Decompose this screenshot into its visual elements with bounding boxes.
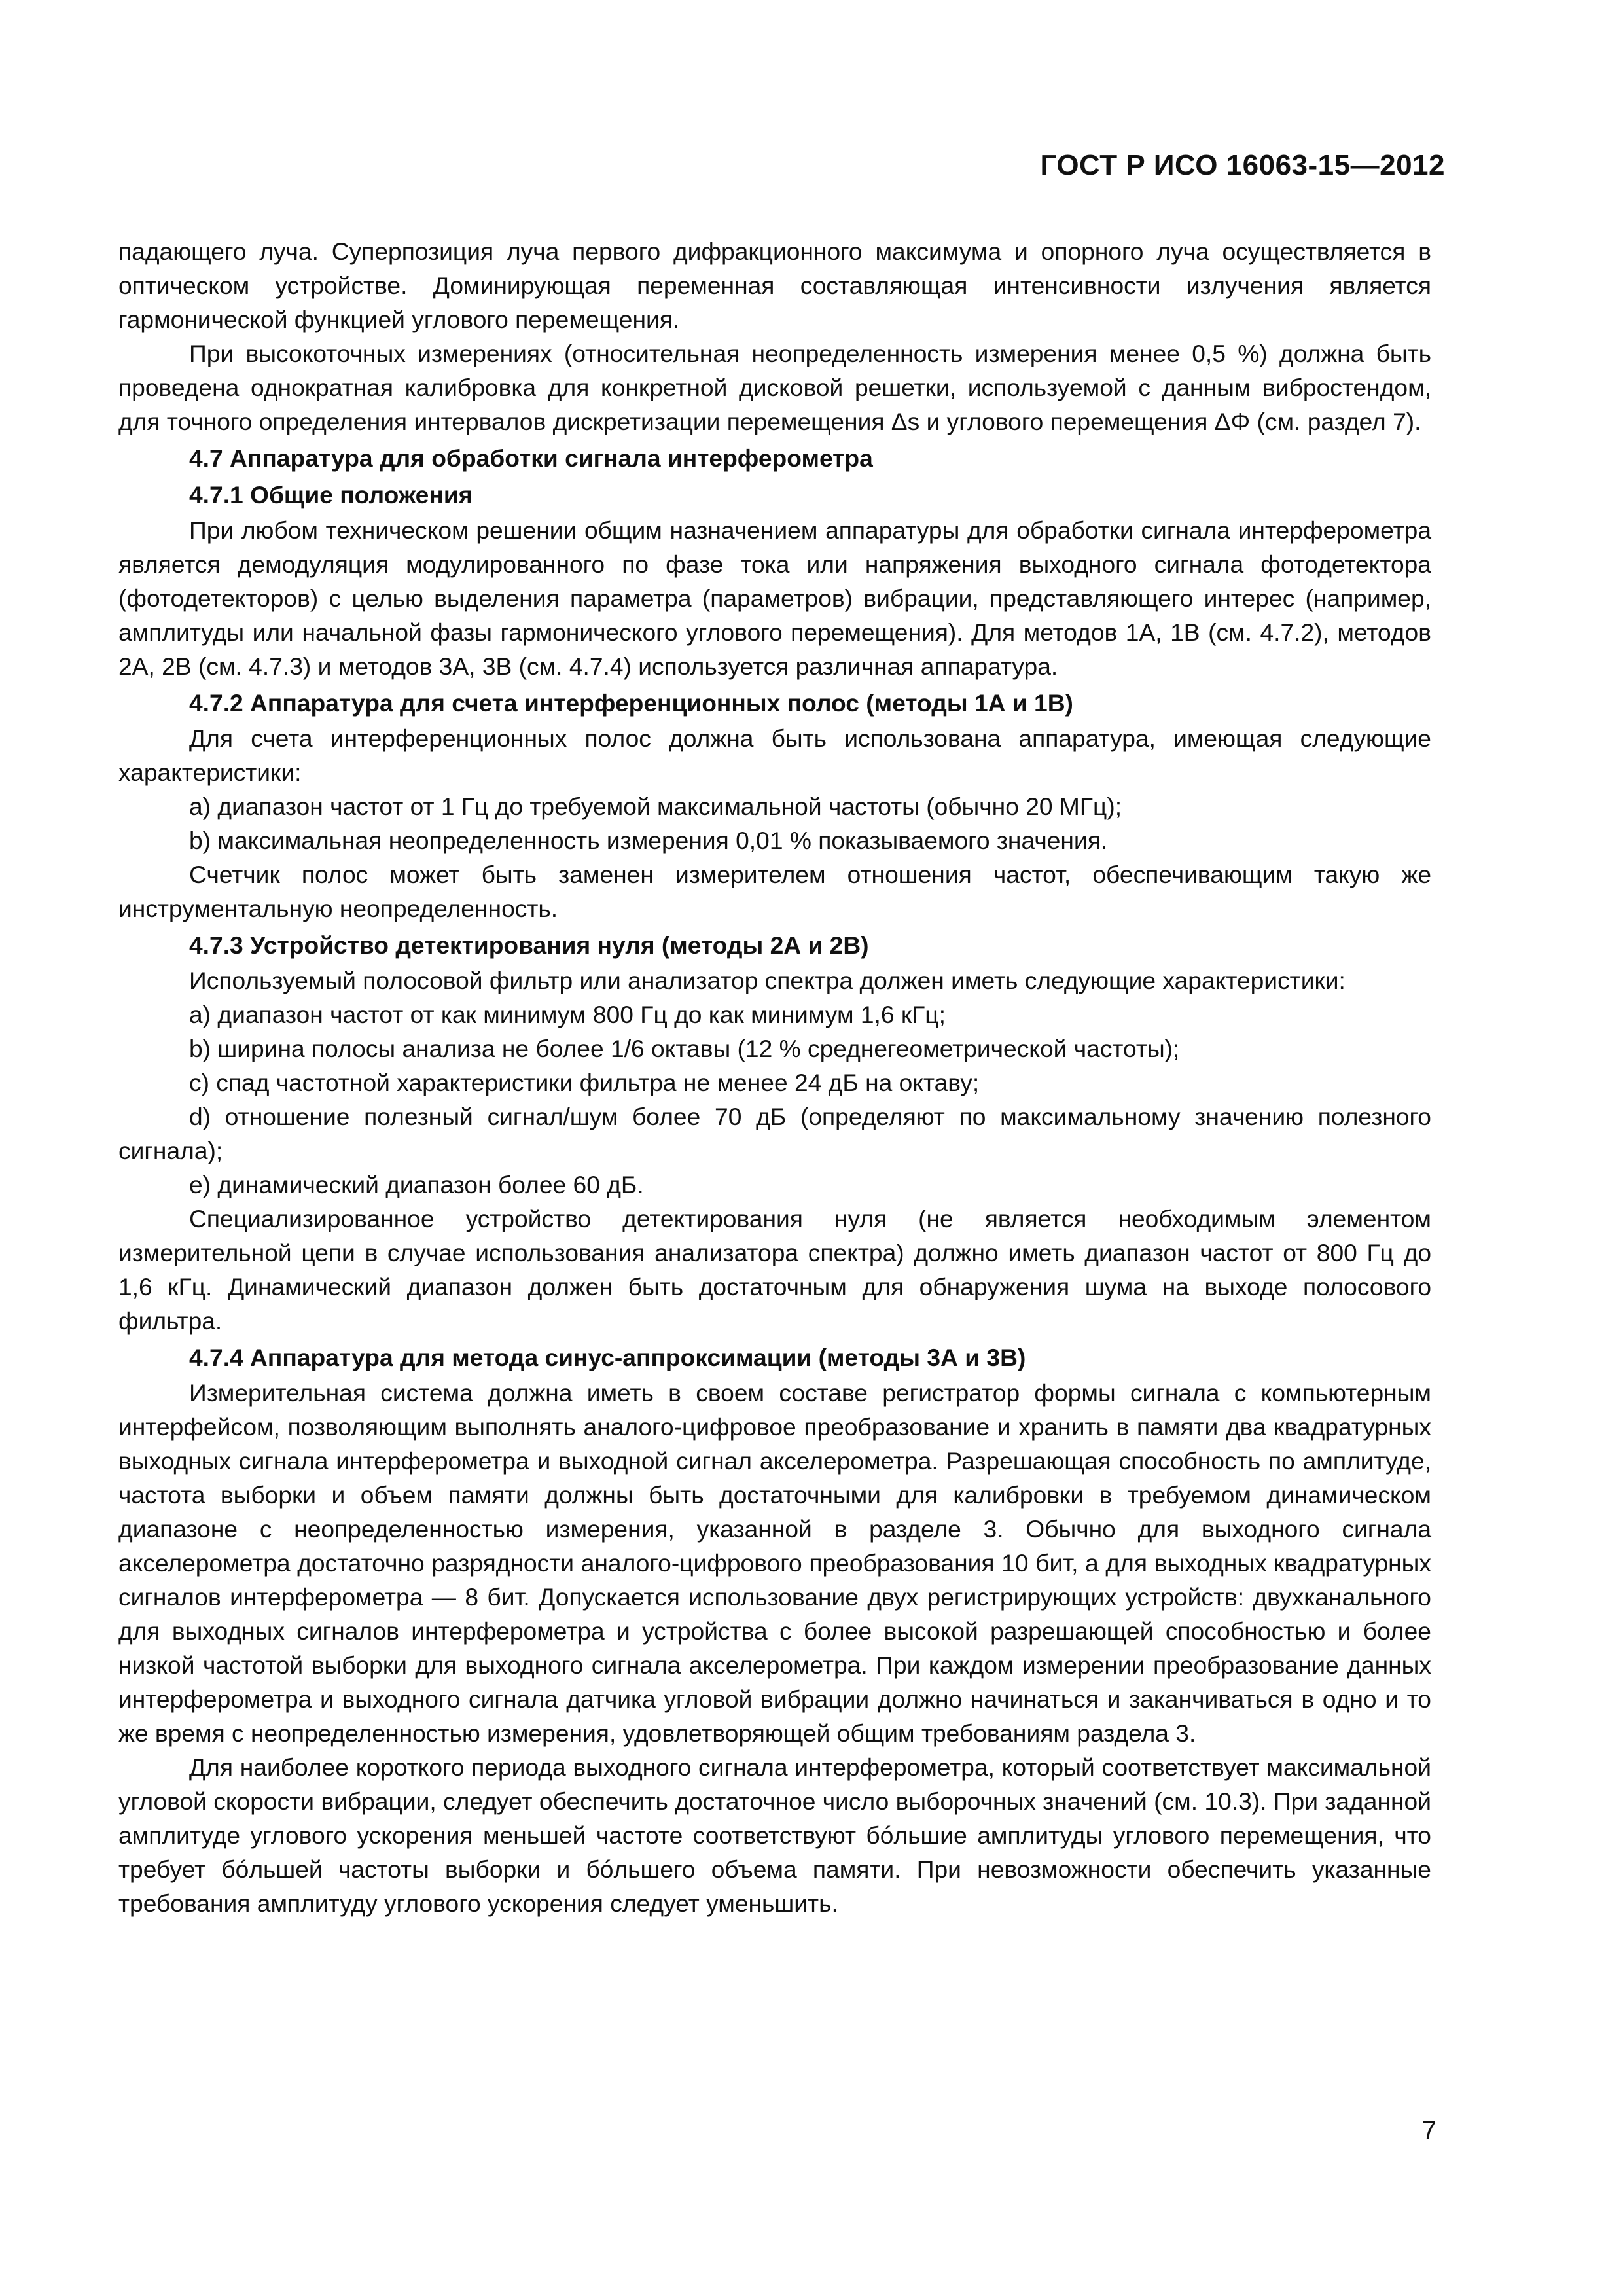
list-item: a) диапазон частот от как минимум 800 Гц до как минимум 1,6 кГц;: [189, 1001, 946, 1028]
paragraph-sampling: Для наиболее короткого периода выходного сигнала интерферометра, который соответствует максимальной угловой скорости вибрации, следует обеспечить достаточное число выборочных значений (см. 10.3). При заданной амплитуде углового ускорения меньшей частоте соответствуют бóльшие амплитуды углового перемещения, что требует бóльшей частоты выборки и бóльшего объема памяти. При невозможности обеспечить указанные требования амплитуду углового ускорения следует уменьшить.: [118, 1753, 1431, 1917]
list-item: a) диапазон частот от 1 Гц до требуемой максимальной частоты (обычно 20 МГц);: [189, 793, 1122, 820]
list-item: b) максимальная неопределенность измерения 0,01 % показываемого значения.: [189, 827, 1108, 854]
paragraph-general: При любом техническом решении общим назначением аппаратуры для обработки сигнала интерферометра является демодуляция модулированного по фазе тока или напряжения выходного сигнала фотодетектора (фотодетекторов) с целью выделения параметра (параметров) вибрации, представляющего интерес (например, амплитуды или начальной фазы гармонического углового перемещения). Для методов 1А, 1В (см. 4.7.2), методов 2А, 2В (см. 4.7.3) и методов 3А, 3В (см. 4.7.4) используется различная аппаратура.: [118, 516, 1431, 680]
paragraph-counter-note: Счетчик полос может быть заменен измерителем отношения частот, обеспечивающим такую же инструментальную неопределенность.: [118, 861, 1431, 922]
paragraph-null-detector: Специализированное устройство детектирования нуля (не является необходимым элементом измерительной цепи в случае использования анализатора спектра) должно иметь диапазон частот от 800 Гц до 1,6 кГц. Динамический диапазон должен быть достаточным для обнаружения шума на выходе полосового фильтра.: [118, 1205, 1431, 1335]
paragraph-filter: Используемый полосовой фильтр или анализатор спектра должен иметь следующие характеристики:: [189, 967, 1346, 994]
paragraph-high-precision: При высокоточных измерениях (относительная неопределенность измерения менее 0,5 %) должна быть проведена однократная калибровка для конкретной дисковой решетки, используемой с данным вибростендом, для точного определения интервалов дискретизации перемещения Δs и углового перемещения ΔΦ (см. раздел 7).: [118, 340, 1431, 435]
section-heading-4-7: 4.7 Аппаратура для обработки сигнала интерферометра: [189, 444, 873, 472]
page-number: 7: [1421, 2116, 1436, 2145]
section-heading-4-7-1: 4.7.1 Общие положения: [189, 481, 473, 509]
section-heading-4-7-4: 4.7.4 Аппаратура для метода синус-аппроксимации (методы 3А и 3В): [189, 1344, 1026, 1371]
section-heading-4-7-2: 4.7.2 Аппаратура для счета интерференционных полос (методы 1А и 1В): [189, 689, 1073, 717]
list-item: e) динамический диапазон более 60 дБ.: [189, 1171, 644, 1198]
paragraph-continuation: падающего луча. Суперпозиция луча первого дифракционного максимума и опорного луча осуществляется в оптическом устройстве. Доминирующая переменная составляющая интенсивности излучения является гармонической функцией углового перемещения.: [118, 238, 1431, 333]
list-item: c) спад частотной характеристики фильтра не менее 24 дБ на октаву;: [189, 1069, 980, 1096]
list-item: d) отношение полезный сигнал/шум более 70 дБ (определяют по максимальному значению полезного сигнала);: [118, 1103, 1431, 1164]
document-header: ГОСТ Р ИСО 16063-15—2012: [1040, 149, 1445, 181]
section-heading-4-7-3: 4.7.3 Устройство детектирования нуля (методы 2А и 2В): [189, 931, 869, 959]
document-body: [118, 234, 1431, 1920]
list-item: b) ширина полосы анализа не более 1/6 октавы (12 % среднегеометрической частоты);: [189, 1035, 1180, 1062]
paragraph-measuring-system: Измерительная система должна иметь в своем составе регистратор формы сигнала с компьютерным интерфейсом, позволяющим выполнять аналого-цифровое преобразование и хранить в памяти два квадратурных выходных сигнала интерферометра и выходной сигнал акселерометра. Разрешающая способность по амплитуде, частота выборки и объем памяти должны быть достаточными для калибровки в требуемом динамическом диапазоне с неопределенностью измерения, указанной в разделе 3. Обычно для выходного сигнала акселерометра достаточно разрядности аналого-цифрового преобразования 10 бит, а для выходных квадратурных сигналов интерферометра — 8 бит. Допускается использование двух регистрирующих устройств: двухканального для выходных сигналов интерферометра и устройства с более высокой разрешающей способностью и более низкой частотой выборки для выходного сигнала акселерометра. При каждом измерении преобразование данных интерферометра и выходного сигнала датчика угловой вибрации должно начинаться и заканчиваться в одно и то же время с неопределенностью измерения, удовлетворяющей общим требованиям раздела 3.: [118, 1379, 1431, 1747]
paragraph-fringe-counting: Для счета интерференционных полос должна быть использована аппаратура, имеющая следующие характеристики:: [118, 725, 1431, 786]
